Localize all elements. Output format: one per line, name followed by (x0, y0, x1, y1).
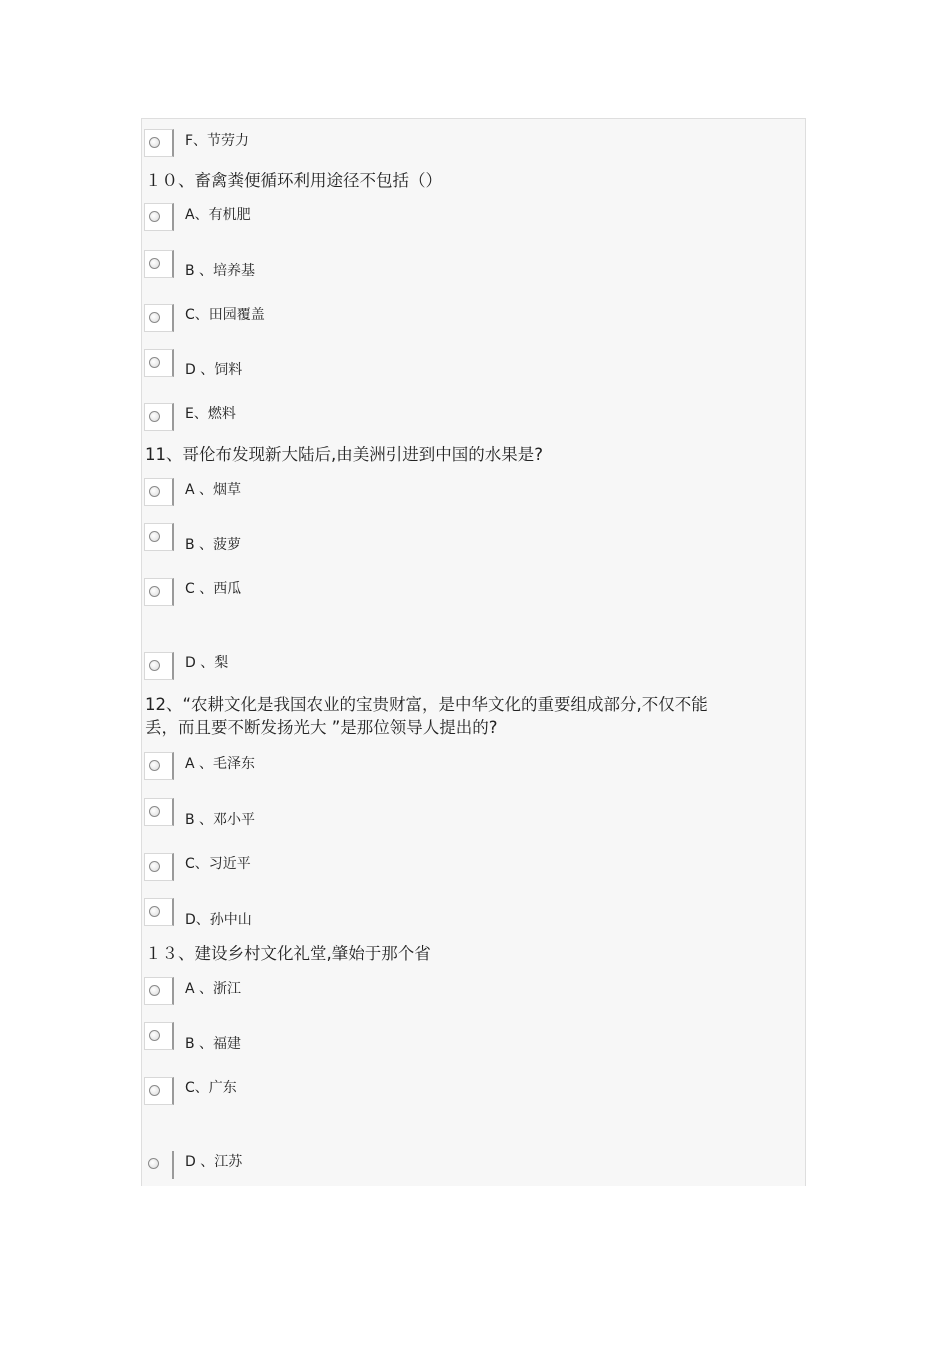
radio-button[interactable] (144, 129, 174, 157)
q10-option-b[interactable] (142, 250, 742, 282)
q12-option-b[interactable] (142, 798, 742, 830)
radio-circle-icon (149, 357, 160, 368)
q11-option-d[interactable] (142, 650, 742, 682)
option-label: A、有机肥 (185, 207, 251, 223)
radio-circle-icon (149, 586, 160, 597)
radio-circle-icon (149, 906, 160, 917)
radio-button[interactable] (144, 898, 174, 926)
radio-circle-icon (148, 1158, 159, 1169)
radio-circle-icon (149, 760, 160, 771)
question-12-title-line2: 丢，而且要不断发扬光大 ”是那位领导人提出的? (145, 718, 498, 737)
radio-circle-icon (149, 1030, 160, 1041)
q13-option-a[interactable] (142, 975, 742, 1007)
option-label: A 、毛泽东 (185, 756, 256, 772)
radio-circle-icon (149, 137, 160, 148)
option-label: C、广东 (185, 1080, 237, 1096)
option-label: F、节劳力 (185, 133, 250, 149)
radio-circle-icon (149, 985, 160, 996)
radio-circle-icon (149, 660, 160, 671)
option-label: B 、菠萝 (185, 537, 242, 553)
option-label: E、燃料 (185, 406, 236, 422)
option-label: C 、西瓜 (185, 581, 242, 597)
q10-option-a[interactable] (142, 201, 742, 233)
option-label: C、习近平 (185, 856, 251, 872)
q10-option-c[interactable] (142, 302, 742, 334)
option-label: A 、烟草 (185, 482, 242, 498)
q13-option-c[interactable] (142, 1075, 742, 1107)
radio-button[interactable] (144, 523, 174, 551)
radio-circle-icon (149, 806, 160, 817)
radio-button[interactable] (144, 349, 174, 377)
option-label: D 、梨 (185, 655, 229, 671)
radio-circle-icon (149, 211, 160, 222)
option-label: C、田园覆盖 (185, 307, 265, 323)
option-label: D、孙中山 (185, 912, 252, 928)
radio-circle-icon (149, 531, 160, 542)
q12-option-a[interactable] (142, 750, 742, 782)
option-label: B 、培养基 (185, 263, 256, 279)
radio-circle-icon (149, 258, 160, 269)
radio-button[interactable] (144, 304, 174, 332)
radio-button[interactable] (144, 853, 174, 881)
option-label: B 、福建 (185, 1036, 242, 1052)
q10-option-d[interactable] (142, 349, 742, 381)
option-label: D 、饲料 (185, 362, 243, 378)
option-f[interactable] (142, 126, 742, 158)
radio-circle-icon (149, 861, 160, 872)
question-10-title: １０、畜禽粪便循环利用途径不包括（） (145, 171, 442, 190)
q12-option-d[interactable] (142, 898, 742, 930)
q13-option-d[interactable] (142, 1149, 742, 1181)
radio-button[interactable] (144, 250, 174, 278)
radio-circle-icon (149, 1085, 160, 1096)
radio-button[interactable] (144, 478, 174, 506)
radio-button[interactable] (144, 977, 174, 1005)
radio-button[interactable] (144, 798, 174, 826)
q11-option-a[interactable] (142, 476, 742, 508)
radio-circle-icon (149, 486, 160, 497)
radio-button[interactable] (144, 1022, 174, 1050)
radio-button[interactable] (144, 578, 174, 606)
radio-button[interactable] (144, 203, 174, 231)
radio-button[interactable] (144, 652, 174, 680)
q13-option-b[interactable] (142, 1022, 742, 1054)
option-label: A 、浙江 (185, 981, 242, 997)
question-13-title: １３、建设乡村文化礼堂,肇始于那个省 (145, 944, 431, 963)
radio-circle-icon (149, 312, 160, 323)
q10-option-e[interactable] (142, 401, 742, 433)
question-12-title-line1: 12、“农耕文化是我国农业的宝贵财富，是中华文化的重要组成部分,不仅不能 (145, 695, 708, 714)
radio-button[interactable] (144, 403, 174, 431)
option-label: B 、邓小平 (185, 812, 256, 828)
q11-option-b[interactable] (142, 523, 742, 555)
question-11-title: 11、哥伦布发现新大陆后,由美洲引进到中国的水果是? (145, 445, 543, 464)
radio-circle-icon (149, 411, 160, 422)
radio-button[interactable] (144, 1077, 174, 1105)
radio-button[interactable] (144, 1151, 174, 1179)
q11-option-c[interactable] (142, 576, 742, 608)
q12-option-c[interactable] (142, 851, 742, 883)
radio-button[interactable] (144, 752, 174, 780)
option-label: D 、江苏 (185, 1154, 243, 1170)
